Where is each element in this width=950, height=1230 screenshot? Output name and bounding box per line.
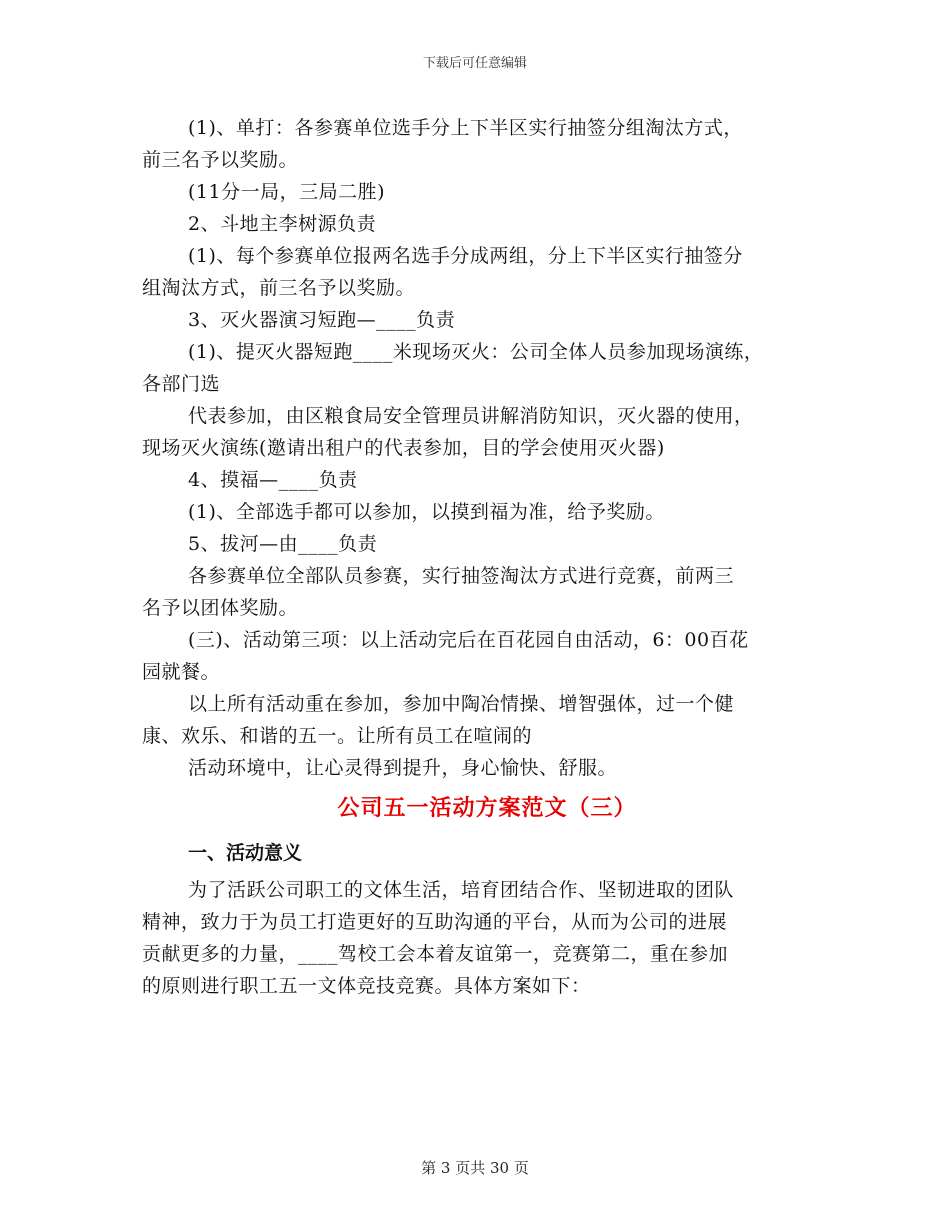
paragraphs-part-b (142, 874, 832, 1002)
page-footer: 第 3 页共 30 页 (421, 1159, 529, 1177)
paragraphs-part-a (142, 112, 832, 784)
text-line: (11分一局，三局二胜) (188, 181, 386, 203)
text-line: (1)、全部选手都可以参加，以摸到福为准，给予奖励。 (188, 501, 665, 523)
text-line: 康、欢乐、和谐的五一。让所有员工在喧闹的 (142, 725, 533, 747)
text-line: (三)、活动第三项：以上活动完后在百花园自由活动，6：00百花 (188, 629, 749, 651)
page-header: 下载后可任意编辑 (422, 56, 527, 71)
text-line: 以上所有活动重在参加，参加中陶冶情操、增智强体，过一个健 (188, 693, 735, 715)
text-line: 现场灭火演练(邀请出租户的代表参加，目的学会使用灭火器) (142, 437, 665, 459)
text-line: 为了活跃公司职工的文体生活，培育团结合作、坚韧进取的团队 (188, 879, 735, 901)
text-line: 园就餐。 (142, 661, 221, 683)
text-line: 活动环境中，让心灵得到提升，身心愉快、舒服。 (188, 757, 618, 779)
text-line: 贡献更多的力量，____驾校工会本着友谊第一，竞赛第二，重在参加 (142, 943, 729, 965)
text-line: 5、拔河—由____负责 (188, 533, 378, 555)
text-line: (1)、单打：各参赛单位选手分上下半区实行抽签分组淘汰方式， (188, 117, 743, 139)
text-line: 2、斗地主李树源负责 (188, 213, 377, 235)
text-line: 4、摸福—____负责 (188, 469, 358, 491)
subheading: 一、活动意义 (188, 842, 303, 864)
text-line: 3、灭火器演习短跑—____负责 (188, 309, 456, 331)
document-body (142, 112, 832, 1002)
section-title: 公司五一活动方案范文（三） (337, 795, 637, 821)
text-line: 名予以团体奖励。 (142, 597, 299, 619)
text-line: 代表参加，由区粮食局安全管理员讲解消防知识，灭火器的使用， (188, 405, 754, 427)
text-line: (1)、提灭火器短跑____米现场灭火：公司全体人员参加现场演练， (188, 341, 764, 363)
text-line: 的原则进行职工五一文体竞技竞赛。具体方案如下： (142, 975, 591, 997)
text-line: 各部门选 (142, 373, 221, 395)
text-line: (1)、每个参赛单位报两名选手分成两组，分上下半区实行抽签分 (188, 245, 743, 267)
text-line: 前三名予以奖励。 (142, 149, 299, 171)
text-line: 各参赛单位全部队员参赛，实行抽签淘汰方式进行竞赛，前两三 (188, 565, 735, 587)
text-line: 精神，致力于为员工打造更好的互助沟通的平台，从而为公司的进展 (142, 911, 728, 933)
text-line: 组淘汰方式，前三名予以奖励。 (142, 277, 416, 299)
